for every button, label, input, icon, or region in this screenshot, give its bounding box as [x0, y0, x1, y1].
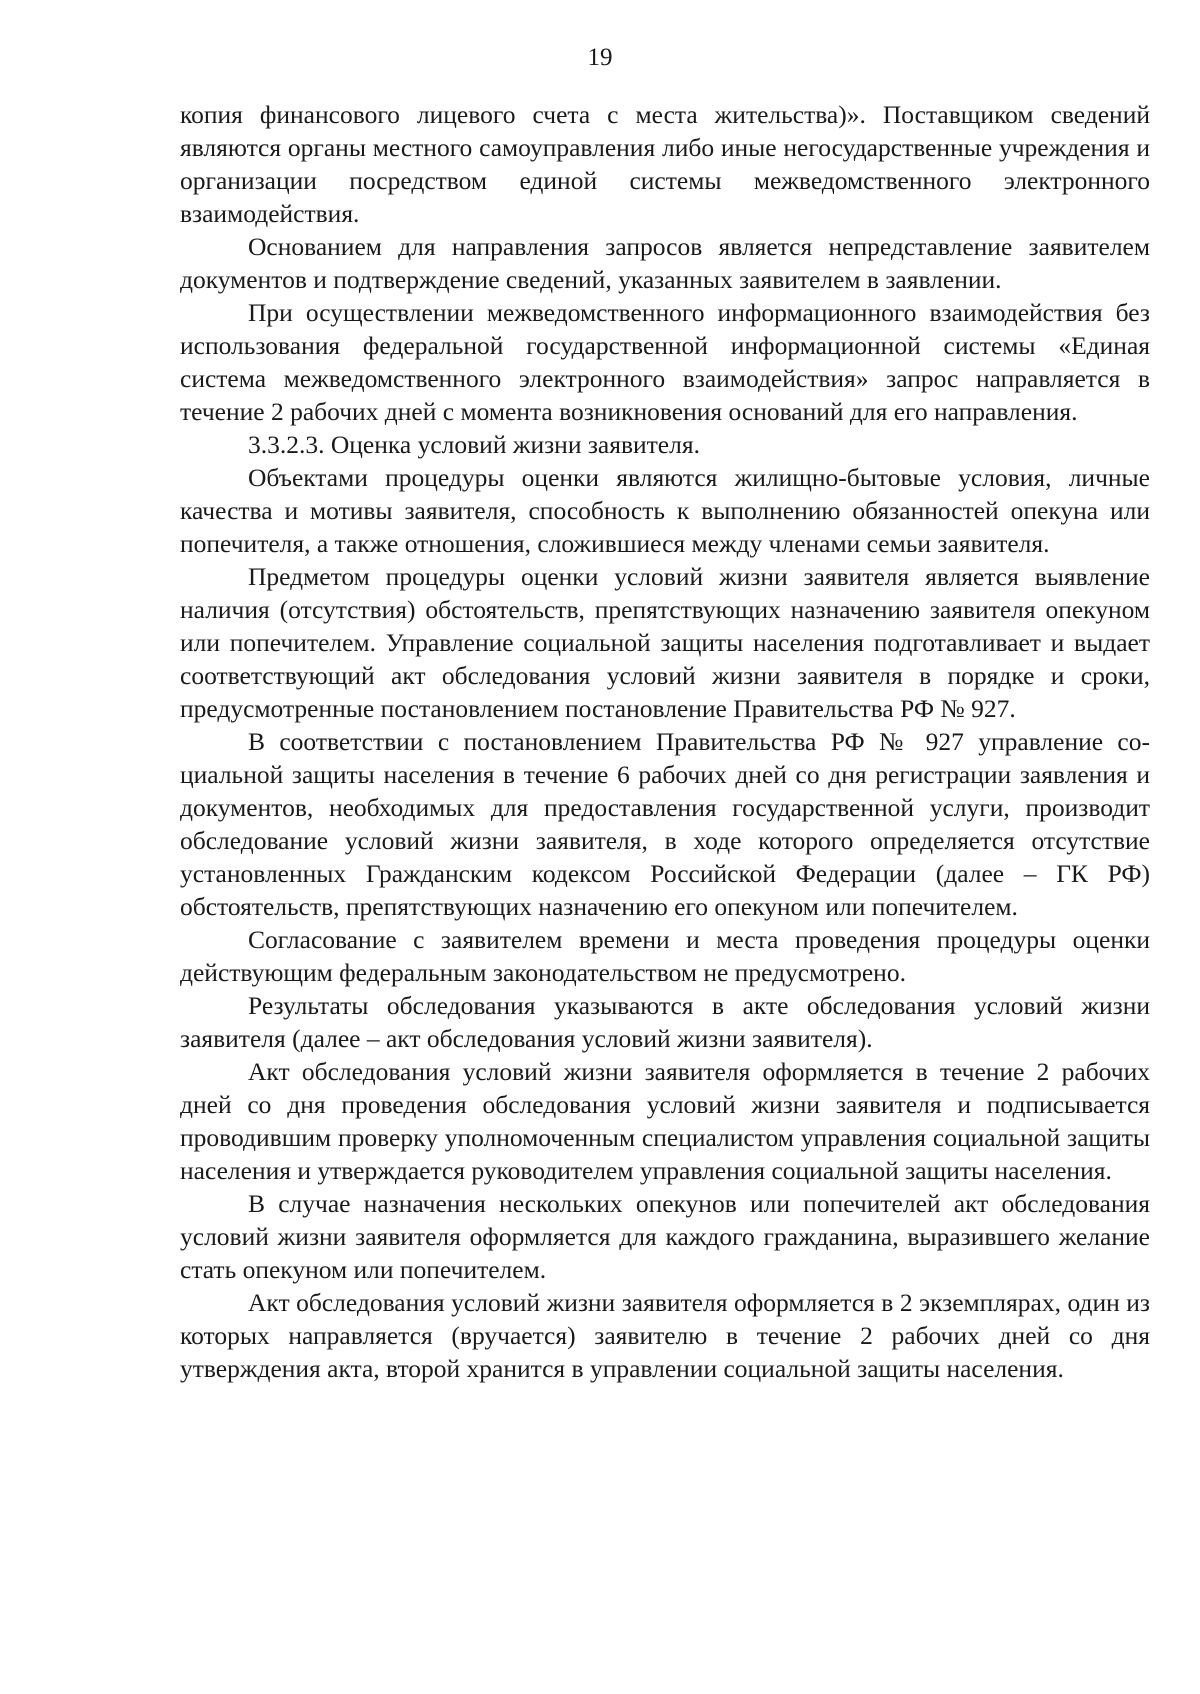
page-number: 19 — [587, 44, 613, 71]
paragraph-assessment-objects: Объектами процедуры оценки являются жилищно-бытовые условия, личные качества и мотивы заявителя, способность к выполнению обязанностей опекуна или попечителя, а также отношения, сложившиеся между членами семьи заявителя. — [180, 463, 1150, 558]
paragraph-assessment-subject: Предметом процедуры оценки условий жизни заявителя является выявление наличия (отсутствия) обстоятельств, препятствующих назначению заявителя опекуном или попечителем. Управление социальной защиты населения подготавливает и выдает соответствующий акт обследования условий жизни заявителя в порядке и сроки, предусмотренные постановлением постановление Правительства РФ № 927. — [180, 562, 1150, 723]
paragraph-interagency-request: При осуществлении межведомственного информационного взаимодействия без использования федеральной государственной информационной системы «Единая система межведомственного электронного взаимодействия» запрос направляется в течение 2 рабочих дней с момента возникновения оснований для его направления. — [180, 298, 1150, 426]
paragraph-continuation: копия финансового лицевого счета с места жительства)». Поставщиком сведений являются органы местного самоуправления либо иные негосударственные учреждения и организации посредством единой системы межведомственного электронного взаимодействия. — [180, 100, 1150, 228]
paragraph-results: Результаты обследования указываются в акте обследования условий жизни заявителя (далее – акт обследования условий жизни заявителя). — [180, 991, 1150, 1053]
paragraph-inspection-terms: В соответствии с постановлением Правительства РФ № 927 управление социальной защиты населения в течение 6 рабочих дней со дня регистрации заявления и документов, необходимых для предоставления государственной услуги, производит обследование условий жизни заявителя, в ходе которого определяется отсутствие установленных Гражданским кодексом Российской Федерации (далее – ГК РФ) обстоятельств, препятствующих назначению его опекуном или попечителем. — [180, 727, 1150, 921]
paragraph-act-preparation: Акт обследования условий жизни заявителя оформляется в течение 2 рабочих дней со дня проведения обследования условий жизни заявителя и подписывается проводившим проверку уполномоченным специалистом управления социальной защиты населения и утверждается руководителем управления социальной защиты населения. — [180, 1057, 1150, 1185]
paragraph-request-grounds: Основанием для направления запросов является непредставление заявителем документов и подтверждение сведений, указанных заявителем в заявлении. — [180, 232, 1150, 294]
section-heading-3-3-2-3: 3.3.2.3. Оценка условий жизни заявителя. — [248, 430, 700, 459]
paragraph-time-agreement: Согласование с заявителем времени и места проведения процедуры оценки действующим федеральным законодательством не предусмотрено. — [180, 925, 1150, 987]
paragraph-multiple-guardians: В случае назначения нескольких опекунов или попечителей акт обследования условий жизни заявителя оформляется для каждого гражданина, выразившего желание стать опекуном или попечителем. — [180, 1189, 1150, 1284]
document-body — [180, 98, 1150, 1385]
paragraph-act-copies: Акт обследования условий жизни заявителя оформляется в 2 экземплярах, один из которых направляется (вручается) заявителю в течение 2 рабочих дней со дня утверждения акта, второй хранится в управлении социальной защиты населения. — [180, 1288, 1150, 1383]
